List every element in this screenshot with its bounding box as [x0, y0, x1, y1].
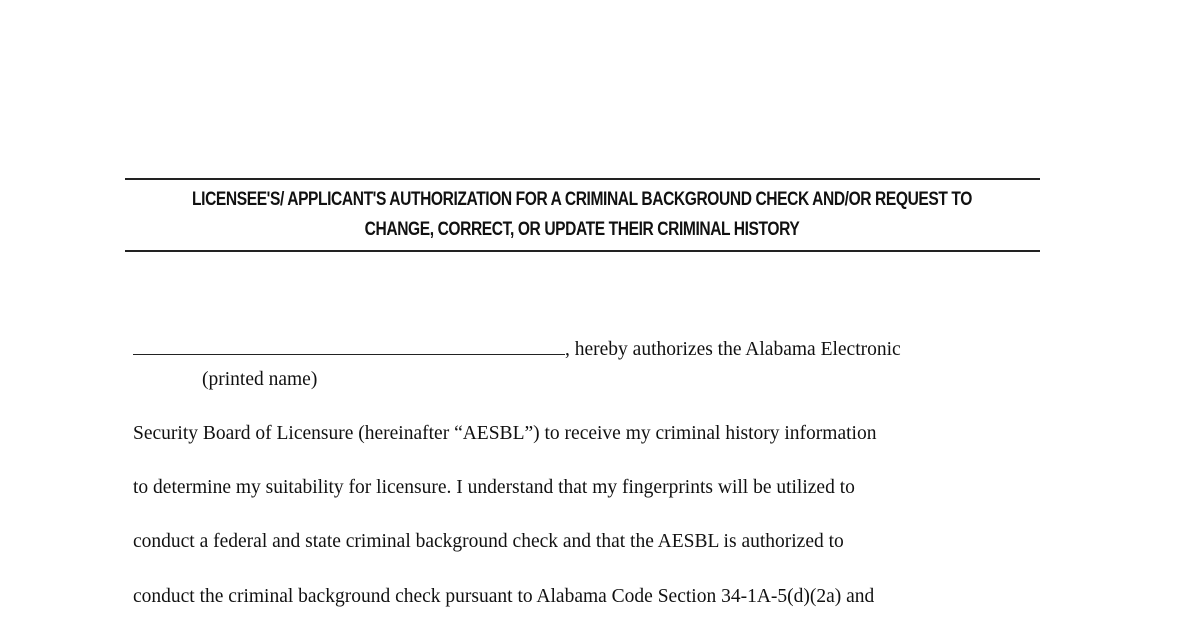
document-title-line-2: CHANGE, CORRECT, OR UPDATE THEIR CRIMINAL HISTORY: [364, 219, 800, 240]
body-line: conduct the criminal background check pursuant to Alabama Code Section 34-1A-5(d)(2a) and: [133, 586, 875, 607]
body-line: Security Board of Licensure (hereinafter “AESBL”) to receive my criminal history information: [133, 423, 877, 444]
title-top-rule: [125, 178, 1040, 180]
authorization-text: , hereby authorizes the Alabama Electronic: [565, 339, 901, 360]
body-line: conduct a federal and state criminal background check and that the AESBL is authorized to: [133, 531, 844, 552]
title-bottom-rule: [125, 250, 1040, 252]
body-line: to determine my suitability for licensure. I understand that my fingerprints will be utilized to: [133, 477, 855, 498]
printed-name-label: (printed name): [202, 369, 318, 390]
authorization-line: [133, 338, 901, 362]
document-title-line-1: LICENSEE'S/ APPLICANT'S AUTHORIZATION FOR A CRIMINAL BACKGROUND CHECK AND/OR REQUEST TO: [192, 189, 972, 210]
printed-name-field[interactable]: [133, 338, 565, 355]
